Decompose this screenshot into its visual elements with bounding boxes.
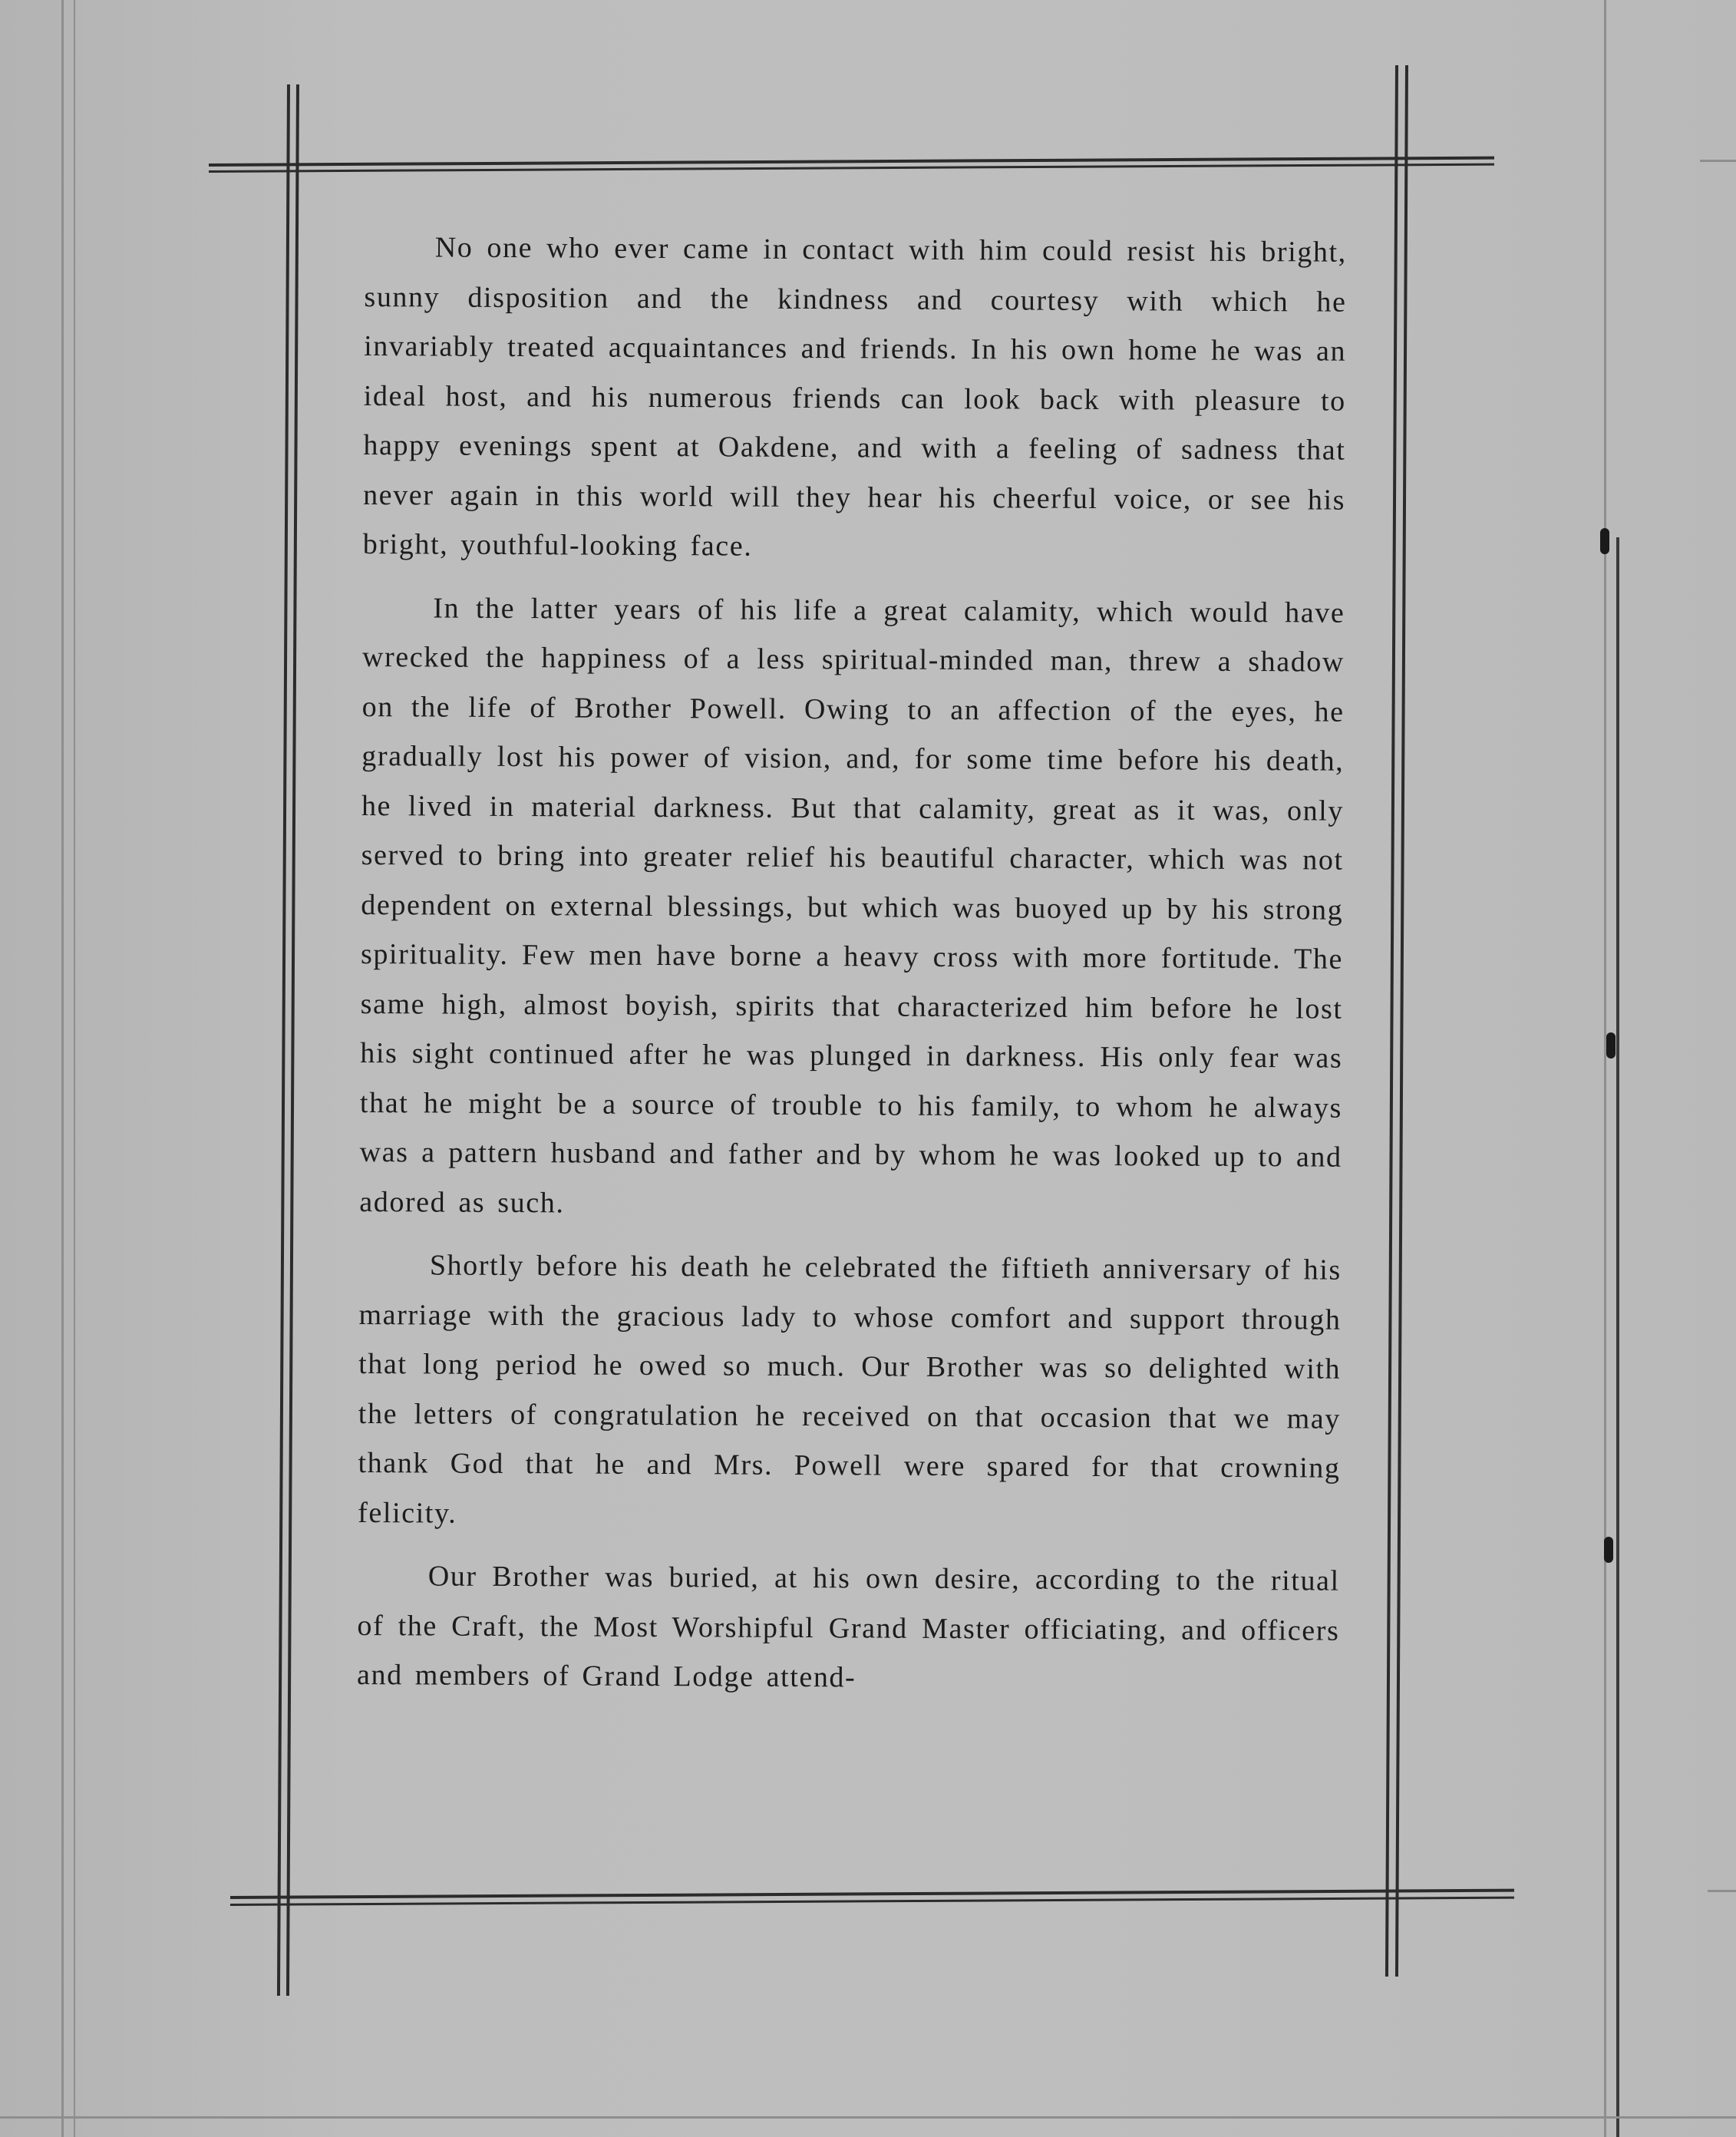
film-edge-left [61,0,64,2137]
binding-mark-2 [1606,1032,1616,1059]
paragraph-4: Our Brother was buried, at his own desire, according to the ritual of the Craft, the Most Worshipful Grand Master officiating, and officers and members of Grand Lodge attend- [356,1560,1340,1694]
adjacent-page-rule-top [1700,160,1736,162]
film-edge-right [1604,0,1606,2137]
page-body-text [356,223,1347,1855]
film-edge-left-2 [74,0,75,2137]
paragraph-2: In the latter years of his life a great calamity, which would have wrecked the happiness of a less spiritual-minded man, threw a shadow on the life of Brother Powell. Owing to an affection of the eyes, he gradually lost his power of vision, and, for some time before his death, he lived in material darkness. But that calamity, great as it was, only served to bring into greater relief his beautiful character, which was not dependent on external blessings, but which was buoyed up by his strong spirituality. Few men have borne a heavy cross with more fortitude. The same high, almost boyish, spirits that characterized him before he lost his sight continued after he was plunged in darkness. His only fear was that he might be a source of trouble to his family, to whom he always was a pattern husband and father and by whom he was looked up to and adored as such. [359,591,1345,1219]
paragraph-3: Shortly before his death he celebrated the fiftieth anniversary of his marriage with the gracious lady to whose comfort and support through that long period he owed so much. Our Brother was so delighted with the letters of congratulation he received on that occasion that we may thank God that he and Mrs. Powell were spared for that crowning felicity. [358,1249,1342,1530]
frame-right-rule-inner [1395,65,1408,1977]
film-edge-bottom [0,2116,1736,2119]
film-edge-right-2 [1616,537,1619,2137]
adjacent-page-rule-bottom [1708,1890,1736,1892]
binding-mark-3 [1604,1537,1613,1563]
paragraph-1: No one who ever came in contact with him could resist his bright, sunny disposition and the kindness and courtesy with which he invariably treated acquaintances and friends. In his own home he was an ideal host, and his numerous friends can look back with pleasure to happy evenings spent at Oakdene, and with a feeling of sadness that never again in this world will they hear his cheerful voice, or see his bright, youthful-looking face. [362,231,1347,563]
binding-mark-1 [1600,528,1609,554]
